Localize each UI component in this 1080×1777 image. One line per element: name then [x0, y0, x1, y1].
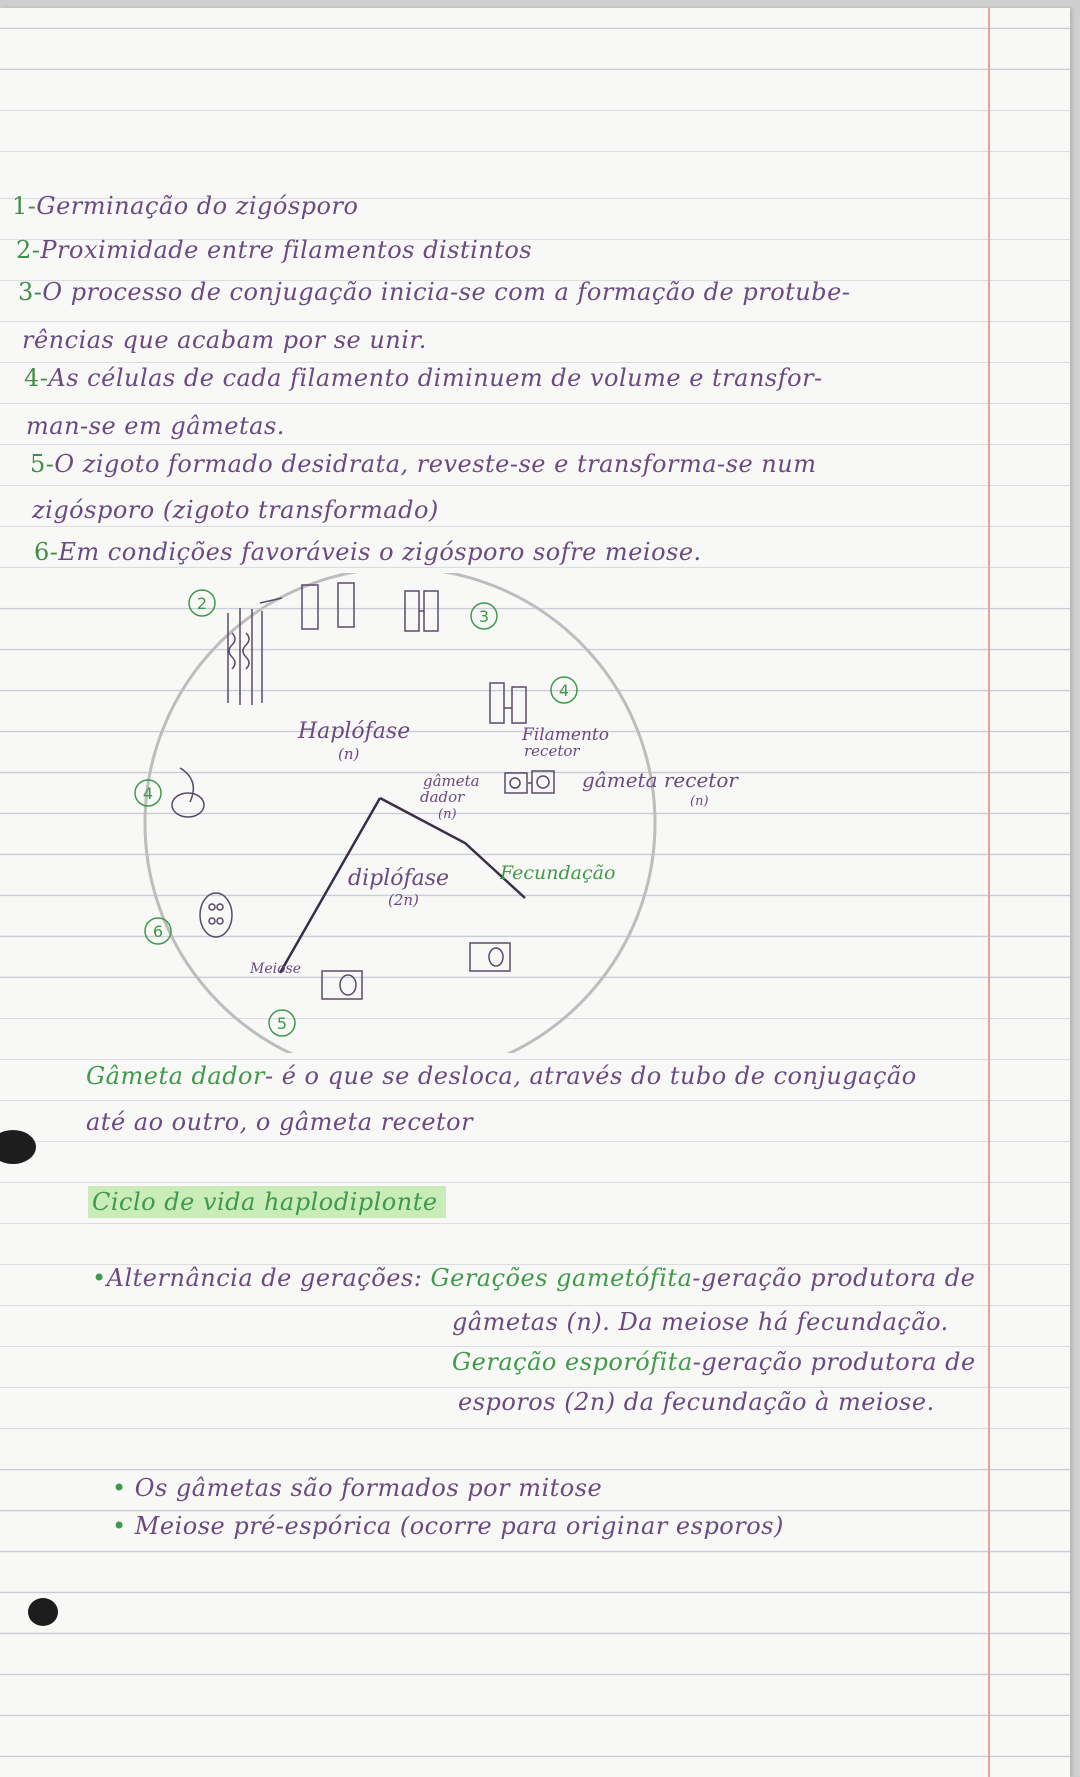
- note-item-4: [24, 364, 823, 392]
- note-item-3: [18, 278, 850, 306]
- note-number: 3-: [18, 278, 43, 306]
- diplophase-label: diplófase: [348, 866, 450, 891]
- filamento-recetor-label-2: recetor: [524, 742, 580, 760]
- bullet-icon: •: [112, 1512, 127, 1540]
- gamete-transfer-icon: [505, 771, 554, 793]
- binder-hole: [0, 1130, 36, 1164]
- esporofita-cont: esporos (2n) da fecundação à meiose.: [458, 1388, 935, 1416]
- fecundacao-label: Fecundação: [500, 862, 616, 884]
- gametofita-cont: gâmetas (n). Da meiose há fecundação.: [452, 1308, 949, 1336]
- note-text: O zigoto formado desidrata, reveste-se e transforma-se num: [54, 450, 817, 478]
- bullet-text: Meiose pré-espórica (ocorre para originar esporos): [134, 1512, 784, 1540]
- bullet-item: [112, 1474, 602, 1502]
- reduced-cells-icon: [490, 683, 526, 723]
- gameta-dador-label: gâmeta: [423, 772, 480, 790]
- bullet-item: [112, 1512, 784, 1540]
- esporofita-line: [452, 1348, 976, 1376]
- cycle-circle: [142, 573, 655, 1053]
- gametofita-text: -geração produtora de: [692, 1264, 976, 1292]
- alternancia-lead: Alternância de gerações:: [106, 1264, 423, 1292]
- conjugating-filaments-icon: [302, 583, 438, 631]
- note-item-5-cont: zigósporo (zigoto transformado): [32, 496, 439, 524]
- binder-hole: [28, 1598, 58, 1626]
- note-number: 2-: [16, 236, 41, 264]
- zygospore-icon: [172, 768, 204, 817]
- haplophase-label: Haplófase: [298, 719, 411, 744]
- definition-cont: até ao outro, o gâmeta recetor: [86, 1108, 474, 1136]
- alternancia-line: [92, 1264, 975, 1292]
- gameta-dador-label-2: dador: [420, 788, 465, 806]
- note-number: 1-: [12, 192, 37, 220]
- germinating-zygospore-icon: [200, 893, 232, 937]
- marker-5: 5: [276, 1014, 288, 1033]
- zygote-icon: [322, 943, 510, 999]
- note-item-4-cont: man-se em gâmetas.: [26, 412, 285, 440]
- gameta-recetor-label: gâmeta recetor: [582, 768, 738, 792]
- gameta-dador-ploidy: (n): [438, 807, 457, 822]
- marker-4: 4: [558, 681, 570, 700]
- section-title: Ciclo de vida haplodiplonte: [88, 1186, 446, 1218]
- esporofita-term: Geração esporófita: [452, 1348, 693, 1376]
- notebook-page: [0, 8, 1070, 1777]
- note-number: 6-: [34, 538, 59, 566]
- gameta-recetor-ploidy: (n): [690, 794, 709, 809]
- margin-line: [988, 8, 990, 1777]
- bullet-icon: •: [112, 1474, 127, 1502]
- note-text: Proximidade entre filamentos distintos: [40, 236, 533, 264]
- meiose-label: Meiose: [250, 961, 301, 977]
- filamento-recetor-label: Filamento: [522, 725, 610, 745]
- marker-4b: 4: [142, 784, 154, 803]
- note-item-3-cont: rências que acabam por se unir.: [22, 326, 427, 354]
- haplophase-ploidy: (n): [338, 745, 360, 763]
- note-number: 5-: [30, 450, 55, 478]
- gametofita-term: Gerações gametófita: [430, 1264, 693, 1292]
- definition-text: - é o que se desloca, através do tubo de conjugação: [264, 1062, 917, 1090]
- note-number: 4-: [24, 364, 49, 392]
- note-text: O processo de conjugação inicia-se com a formação de protube-: [42, 278, 851, 306]
- bullet-text: Os gâmetas são formados por mitose: [134, 1474, 603, 1502]
- note-item-2: [16, 236, 532, 264]
- note-item-5: [30, 450, 816, 478]
- definition-term: Gâmeta dador: [86, 1062, 265, 1090]
- marker-2: 2: [196, 594, 208, 613]
- bullet-icon: •: [92, 1264, 107, 1292]
- marker-3: 3: [478, 607, 490, 626]
- note-text: Em condições favoráveis o zigósporo sofre meiose.: [58, 538, 702, 566]
- esporofita-text: -geração produtora de: [692, 1348, 976, 1376]
- note-text: As células de cada filamento diminuem de volume e transfor-: [48, 364, 823, 392]
- life-cycle-diagram: [120, 573, 840, 1053]
- diplophase-ploidy: (2n): [388, 891, 419, 909]
- note-text: Germinação do zigósporo: [36, 192, 359, 220]
- marker-6: 6: [152, 922, 164, 941]
- note-item-1: [12, 192, 358, 220]
- note-item-6: [34, 538, 702, 566]
- definition: [86, 1062, 917, 1090]
